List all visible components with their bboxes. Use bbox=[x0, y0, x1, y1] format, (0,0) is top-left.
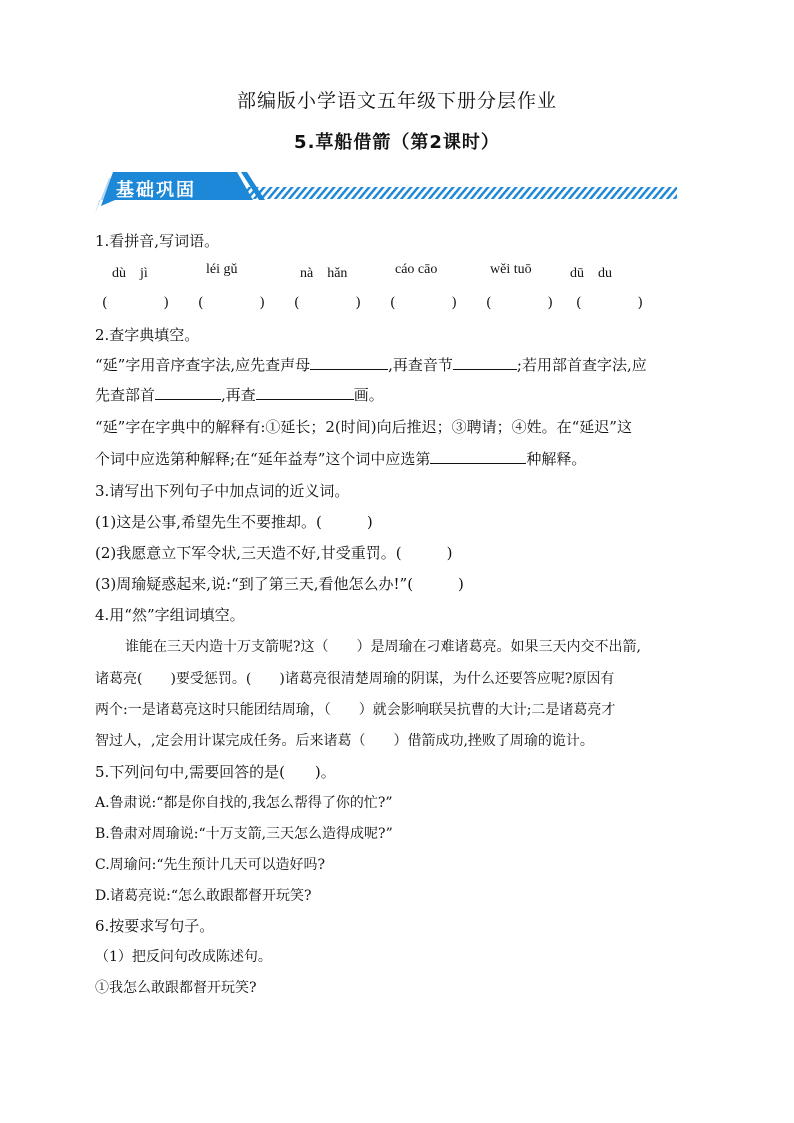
option-b: B.鲁肃对周瑜说:“十万支箭,三天怎么造得成呢?” bbox=[95, 826, 393, 842]
question-6-title: 6.按要求写句子。 bbox=[95, 917, 215, 935]
question-3-item-2: (2)我愿意立下军令状,三天造不好,甘受重罚。( ) bbox=[95, 544, 453, 562]
answer-blank-4[interactable]: ( ) bbox=[390, 295, 457, 311]
question-6-item-1: ①我怎么敢跟都督开玩笑? bbox=[95, 980, 257, 996]
pinyin-1: dù jì bbox=[112, 266, 148, 281]
question-4-title: 4.用“然”字组词填空。 bbox=[95, 606, 245, 624]
question-3-item-3: (3)周瑜疑惑起来,说:“到了第三天,看他怎么办!”( ) bbox=[95, 575, 464, 593]
question-6-sub-1: （1）把反问句改成陈述句。 bbox=[95, 949, 272, 965]
text: 种解释。 bbox=[526, 450, 587, 468]
question-2-title: 2.查字典填空。 bbox=[95, 326, 200, 344]
answer-blank-6[interactable]: ( ) bbox=[576, 295, 643, 311]
text: “延”字用音序查字法,应先查声母 bbox=[95, 356, 311, 374]
option-c: C.周瑜问:“先生预计几天可以造好吗? bbox=[95, 857, 326, 873]
pinyin-6: dū du bbox=[570, 266, 612, 281]
fill-blank[interactable] bbox=[310, 355, 388, 370]
question-2-line-4 bbox=[95, 448, 586, 469]
question-5-title: 5.下列问句中,需要回答的是( )。 bbox=[95, 763, 336, 781]
question-1-title: 1.看拼音,写词语。 bbox=[95, 232, 220, 250]
question-4-line-3: 两个:一是诸葛亮这时只能团结周瑜，（ ）就会影响联吴抗曹的大计;二是诸葛亮才 bbox=[95, 702, 616, 718]
text: 画。 bbox=[353, 386, 384, 404]
fill-blank[interactable] bbox=[256, 385, 354, 400]
fill-blank[interactable] bbox=[155, 385, 221, 400]
question-2-line-2 bbox=[95, 384, 384, 405]
question-2-line-1 bbox=[95, 354, 647, 375]
option-d: D.诸葛亮说:“怎么敢跟都督开玩笑? bbox=[95, 888, 312, 904]
text: ;若用部首查字法,应 bbox=[516, 356, 647, 374]
pinyin-4: cáo cāo bbox=[395, 262, 438, 277]
question-2-line-3: “延”字在字典中的解释有:①延长；2(时间)向后推迟；③聘请；④姓。在“延迟”这 bbox=[95, 418, 632, 436]
answer-blank-2[interactable]: ( ) bbox=[198, 295, 265, 311]
question-4-line-2: 诸葛亮( )要受惩罚。( )诸葛亮很清楚周瑜的阴谋，为什么还要答应呢?原因有 bbox=[95, 671, 615, 687]
answer-blank-5[interactable]: ( ) bbox=[486, 295, 553, 311]
pinyin-3: nà hǎn bbox=[300, 266, 348, 281]
text: ,再查 bbox=[221, 386, 256, 404]
option-a: A.鲁肃说:“都是你自找的,我怎么帮得了你的忙?” bbox=[95, 795, 393, 811]
lesson-title: 5.草船借箭（第2课时） bbox=[294, 132, 500, 153]
document-subtitle: 部编版小学语文五年级下册分层作业 bbox=[236, 90, 557, 112]
fill-blank[interactable] bbox=[453, 355, 517, 370]
pinyin-2: léi gǔ bbox=[206, 262, 238, 277]
answer-blank-1[interactable]: ( ) bbox=[102, 295, 169, 311]
pinyin-5: wěi tuō bbox=[490, 262, 532, 277]
question-3-title: 3.请写出下列句子中加点词的近义词。 bbox=[95, 482, 350, 500]
text: 先查部首 bbox=[95, 386, 156, 404]
question-4-line-4: 智过人，,定会用计谋完成任务。后来诸葛（ ）借箭成功,挫败了周瑜的诡计。 bbox=[95, 733, 594, 749]
answer-blank-3[interactable]: ( ) bbox=[294, 295, 361, 311]
text: 个词中应选第种解释;在“延年益寿”这个词中应选第 bbox=[95, 450, 431, 468]
section-label: 基础巩固 bbox=[116, 180, 196, 201]
question-3-item-1: (1)这是公事,希望先生不要推却。( ) bbox=[95, 513, 373, 531]
text: ,再查音节 bbox=[388, 356, 453, 374]
question-4-line-1: 谁能在三天内造十万支箭呢?这（ ）是周瑜在刁难诸葛亮。如果三天内交不出箭, bbox=[125, 639, 641, 655]
fill-blank[interactable] bbox=[430, 449, 526, 464]
